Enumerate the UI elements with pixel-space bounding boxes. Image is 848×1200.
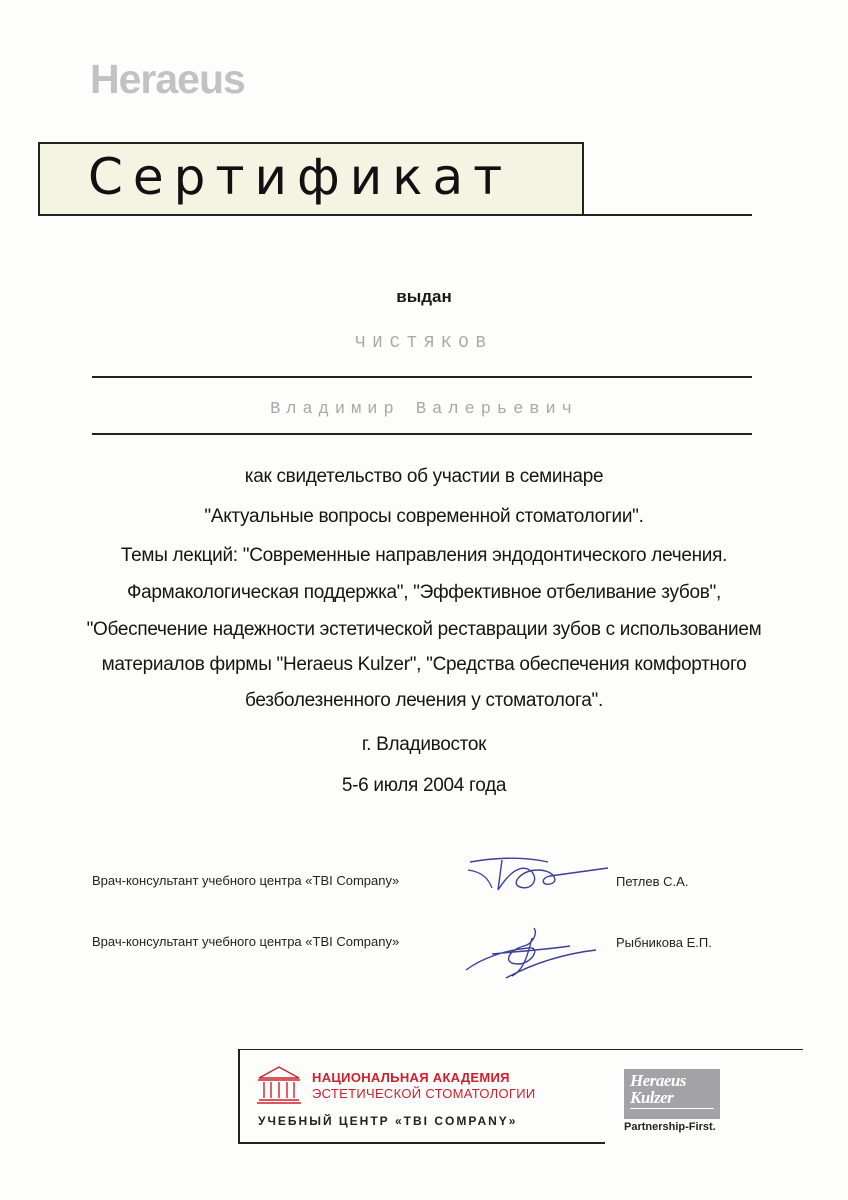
- signatory-name: Рыбникова Е.П.: [616, 935, 712, 950]
- body-line: безболезненного лечения у стоматолога".: [245, 690, 603, 711]
- heraeus-kulzer-logo: [624, 1069, 720, 1119]
- surname-line: [92, 376, 752, 378]
- given-names-line: [92, 433, 752, 435]
- body-line: Фармакологическая поддержка", "Эффективное отбеливание зубов",: [127, 582, 721, 603]
- signatory-role: Врач-консультант учебного центра «TBI Company»: [92, 934, 400, 949]
- hk-tagline: Partnership-First.: [624, 1121, 716, 1133]
- signatory-role: Врач-консультант учебного центра «TBI Company»: [92, 873, 400, 888]
- certificate-title: Сертификат: [88, 148, 513, 206]
- body-line: материалов фирмы "Heraeus Kulzer", "Средства обеспечения комфортного: [101, 654, 747, 675]
- body-line: "Обеспечение надежности эстетической реставрации зубов с использованием: [86, 619, 762, 640]
- heraeus-logo: Heraeus: [90, 56, 245, 102]
- training-center-name: УЧЕБНЫЙ ЦЕНТР «TBI COMPANY»: [258, 1114, 518, 1128]
- hk-logo-line2: Kulzer: [630, 1088, 674, 1107]
- recipient-given-names: Владимир Валерьевич: [270, 400, 578, 419]
- academy-name-line1: НАЦИОНАЛЬНАЯ АКАДЕМИЯ: [312, 1070, 510, 1085]
- hk-logo-rule: [630, 1108, 714, 1109]
- seminar-title: "Актуальные вопросы современной стоматологии".: [204, 506, 644, 527]
- signature-2: [462, 924, 612, 984]
- title-underline: [38, 214, 752, 216]
- date: 5-6 июля 2004 года: [341, 775, 507, 796]
- body-line: как свидетельство об участии в семинаре: [244, 466, 604, 487]
- signatory-name: Петлев С.А.: [616, 874, 689, 889]
- signature-1: [462, 848, 612, 898]
- body-line: Темы лекций: "Современные направления эндодонтического лечения.: [120, 545, 728, 566]
- academy-name-line2: ЭСТЕТИЧЕСКОЙ СТОМАТОЛОГИИ: [312, 1086, 536, 1101]
- issued-label: выдан: [396, 287, 452, 306]
- academy-building-icon: [256, 1064, 302, 1106]
- recipient-surname: ЧИСТЯКОВ: [355, 334, 493, 353]
- hk-logo-line1: Heraeus: [630, 1071, 686, 1090]
- city: г. Владивосток: [361, 734, 487, 755]
